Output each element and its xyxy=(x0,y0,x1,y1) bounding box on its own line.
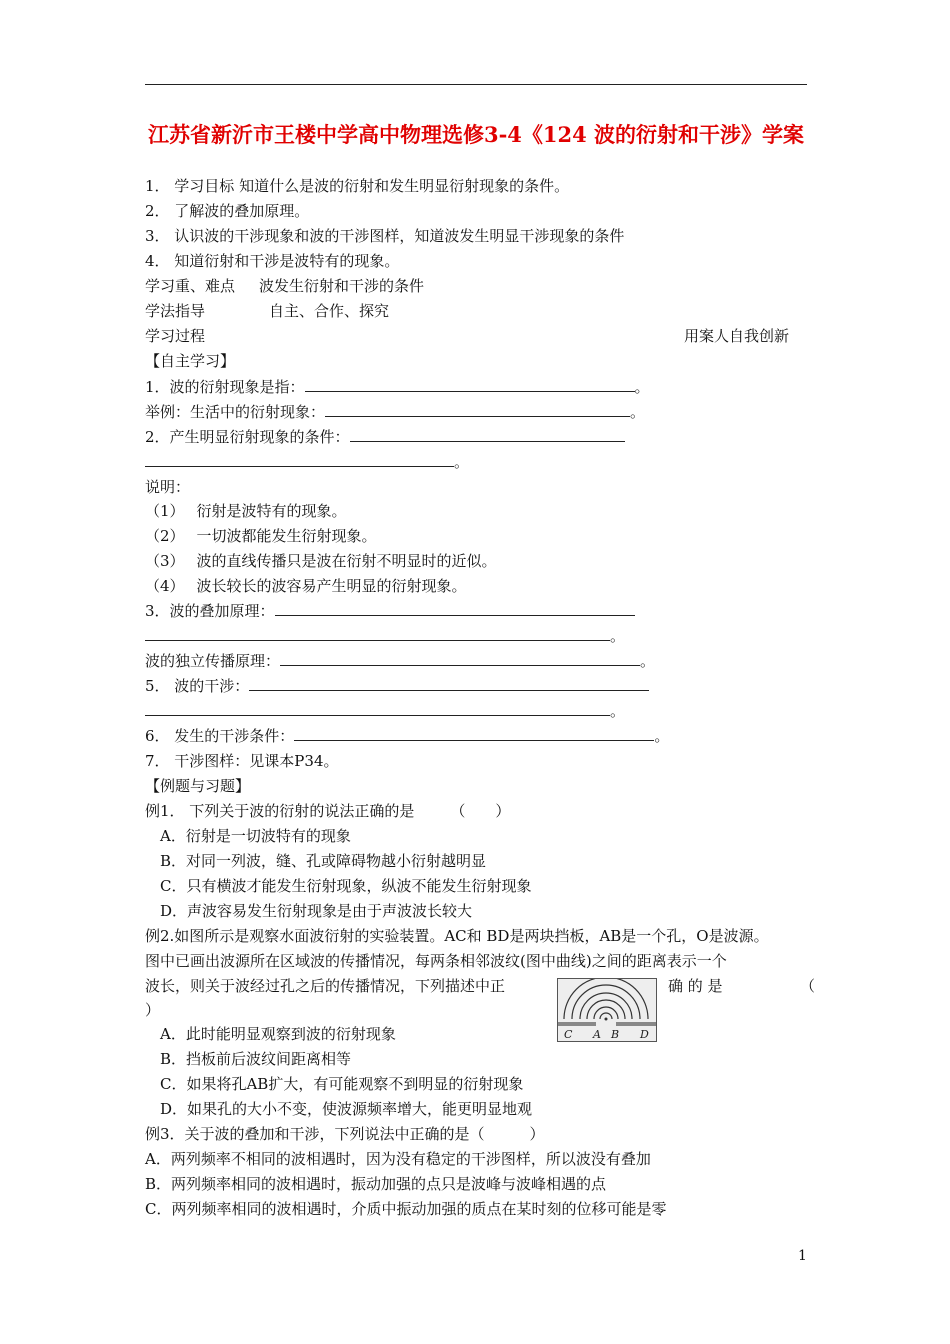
question-6 xyxy=(145,726,669,746)
method-row xyxy=(145,301,389,321)
note-1 xyxy=(145,501,347,521)
note-3 xyxy=(145,551,497,571)
answer-blank[interactable] xyxy=(275,601,635,616)
example-2-option-c: C．如果将孔AB扩大，有可能观察不到明显的衍射现象 xyxy=(160,1075,524,1093)
example-1-text: 例1． 下列关于波的衍射的说法正确的是 xyxy=(145,802,415,820)
example-2-option-b: B．挡板前后波纹间距离相等 xyxy=(160,1050,352,1068)
example-2-option-d: D．如果孔的大小不变，使波源频率增大，能更明显地观 xyxy=(160,1100,533,1118)
note-num: （1） xyxy=(145,502,185,520)
process-label: 学习过程 xyxy=(145,327,206,345)
note-2 xyxy=(145,526,377,546)
question-5 xyxy=(145,676,649,696)
example-1-option-c: C．只有横波才能发生衍射现象，纵波不能发生衍射现象 xyxy=(160,877,532,895)
example-2-line-2: 图中已画出波源所在区域波的传播情况，每两条相邻波纹(图中曲线)之间的距离表示一个 xyxy=(145,952,727,970)
note-text: 波的直线传播只是波在衍射不明显时的近似。 xyxy=(196,552,497,570)
answer-blank[interactable] xyxy=(325,402,630,417)
end-mark: 。 xyxy=(454,453,470,471)
question-4 xyxy=(145,651,655,671)
end-mark: 。 xyxy=(630,403,646,421)
note-label: 说明： xyxy=(145,478,191,496)
question-3-cont xyxy=(145,626,625,646)
question-2-cont xyxy=(145,452,469,472)
example-2-line-3c: （ xyxy=(800,977,816,995)
example-1-stem xyxy=(145,801,510,821)
objective-1: 1． 学习目标 知道什么是波的衍射和发生明显衍射现象的条件。 xyxy=(145,177,570,195)
end-mark: 。 xyxy=(610,627,626,645)
example-1-option-a: A．衍射是一切波特有的现象 xyxy=(160,827,351,845)
question-3 xyxy=(145,601,635,621)
example-2-line-3b: 确 的 是 xyxy=(668,977,723,995)
end-mark: 。 xyxy=(640,652,656,670)
question-7: 7． 干涉图样：见课本P34。 xyxy=(145,752,339,770)
answer-paren: （ ） xyxy=(450,802,511,820)
answer-blank[interactable] xyxy=(294,726,654,741)
process-right-label: 用案人自我创新 xyxy=(684,327,790,345)
example-3-option-c: C．两列频率相同的波相遇时，介质中振动加强的质点在某时刻的位移可能是零 xyxy=(145,1200,667,1218)
page-number: 1 xyxy=(798,1248,807,1264)
question-1-example xyxy=(145,402,645,422)
note-4 xyxy=(145,576,467,596)
example-1-option-b: B．对同一列波，缝、孔或障碍物越小衍射越明显 xyxy=(160,852,487,870)
example-3-stem: 例3．关于波的叠加和干涉，下列说法中正确的是（ ） xyxy=(145,1125,545,1143)
question-5-text: 5． 波的干涉： xyxy=(145,677,250,695)
page-title: 江苏省新沂市王楼中学高中物理选修3-4《124 波的衍射和干涉》学案 xyxy=(147,122,805,147)
question-2-text: 2．产生明显衍射现象的条件： xyxy=(145,428,350,446)
note-num: （2） xyxy=(145,527,185,545)
question-1 xyxy=(145,377,650,397)
method-value: 自主、合作、探究 xyxy=(269,302,390,320)
question-5-cont xyxy=(145,701,625,721)
answer-blank[interactable] xyxy=(280,651,640,666)
note-text: 一切波都能发生衍射现象。 xyxy=(196,527,377,545)
objective-2: 2． 了解波的叠加原理。 xyxy=(145,202,310,220)
example-2-line-3a: 波长，则关于波经过孔之后的传播情况，下列描述中正 xyxy=(145,977,506,995)
note-text: 波长较长的波容易产生明显的衍射现象。 xyxy=(196,577,467,595)
question-3-text: 3．波的叠加原理： xyxy=(145,602,275,620)
end-mark: 。 xyxy=(610,702,626,720)
end-mark: 。 xyxy=(654,727,670,745)
example-3-option-b: B．两列频率相同的波相遇时，振动加强的点只是波峰与波峰相遇的点 xyxy=(145,1175,607,1193)
answer-blank[interactable] xyxy=(145,701,610,716)
example-2-line-4: ） xyxy=(145,1001,161,1019)
self-study-header: 【自主学习】 xyxy=(145,352,236,370)
diffraction-figure xyxy=(557,978,657,1042)
end-mark: 。 xyxy=(634,378,650,396)
note-num: （3） xyxy=(145,552,185,570)
example-text: 举例：生活中的衍射现象： xyxy=(145,403,326,421)
method-label: 学法指导 xyxy=(145,302,206,320)
label-a: A xyxy=(593,1028,601,1041)
answer-blank[interactable] xyxy=(305,377,635,392)
examples-header: 【例题与习题】 xyxy=(145,777,251,795)
note-text: 衍射是波特有的现象。 xyxy=(196,502,347,520)
answer-blank[interactable] xyxy=(249,676,649,691)
example-3-option-a: A．两列频率不相同的波相遇时，因为没有稳定的干涉图样，所以波没有叠加 xyxy=(145,1150,651,1168)
focus-label: 学习重、难点 xyxy=(145,277,236,295)
objective-4: 4． 知道衍射和干涉是波特有的现象。 xyxy=(145,252,400,270)
focus-row xyxy=(145,276,424,296)
question-4-text: 波的独立传播原理： xyxy=(145,652,281,670)
label-d: D xyxy=(640,1028,649,1041)
answer-blank[interactable] xyxy=(145,626,610,641)
answer-blank[interactable] xyxy=(350,427,625,442)
top-rule xyxy=(145,84,807,85)
question-6-text: 6． 发生的干涉条件： xyxy=(145,727,295,745)
example-2-option-a: A．此时能明显观察到波的衍射现象 xyxy=(160,1025,396,1043)
label-c: C xyxy=(564,1028,573,1041)
note-num: （4） xyxy=(145,577,185,595)
focus-value: 波发生衍射和干涉的条件 xyxy=(259,277,425,295)
example-2-line-1: 例2.如图所示是观察水面波衍射的实验装置。AC和 BD是两块挡板，AB是一个孔，O是波源。 xyxy=(145,927,769,945)
question-2 xyxy=(145,427,625,447)
question-1-text: 1．波的衍射现象是指： xyxy=(145,378,305,396)
label-b: B xyxy=(611,1028,620,1041)
example-1-option-d: D．声波容易发生衍射现象是由于声波波长较大 xyxy=(160,902,473,920)
objective-3: 3． 认识波的干涉现象和波的干涉图样，知道波发生明显干涉现象的条件 xyxy=(145,227,625,245)
answer-blank[interactable] xyxy=(145,452,454,467)
wave-diagram xyxy=(558,979,656,1041)
